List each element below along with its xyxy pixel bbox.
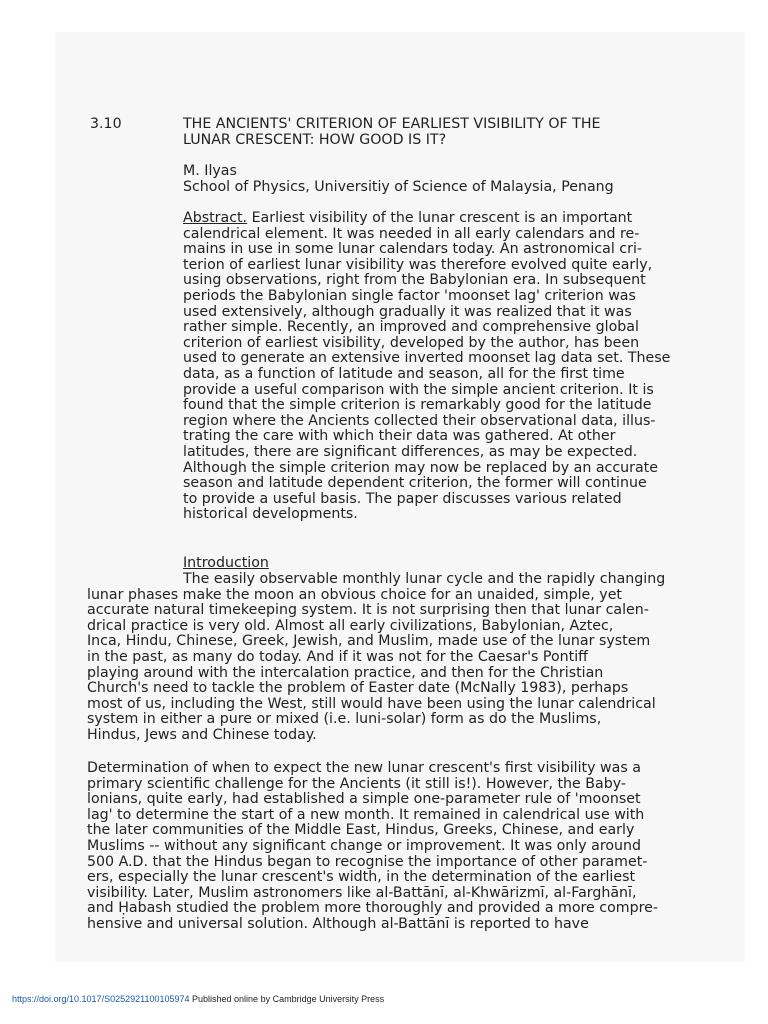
paragraph-line: system in either a pure or mixed (i.e. luni-solar) form as do the Muslims, — [87, 711, 602, 728]
abstract-line: historical developments. — [183, 506, 358, 523]
abstract-line: to provide a useful basis. The paper discusses various related — [183, 490, 622, 507]
paragraph-line: the later communities of the Middle East, Hindus, Greeks, Chinese, and early — [87, 822, 635, 839]
abstract-line: mains in use in some lunar calendars today. An astronomical cri- — [183, 241, 643, 258]
abstract-line: region where the Ancients collected their observational data, illus- — [183, 412, 656, 429]
paragraph-line: Inca, Hindu, Chinese, Greek, Jewish, and Muslim, made use of the lunar system — [87, 633, 651, 650]
paragraph-line: primary scientific challenge for the Ancients (it still is!). However, the Baby- — [87, 775, 626, 792]
paragraph-line: drical practice is very old. Almost all early civilizations, Babylonian, Aztec, — [87, 617, 614, 634]
paragraph-line: most of us, including the West, still would have been using the lunar calendrical — [87, 695, 656, 712]
title-line: THE ANCIENTS' CRITERION OF EARLIEST VISIBILITY OF THE — [183, 116, 601, 132]
paragraph-line: lag' to determine the start of a new month. It remained in calendrical use with — [87, 806, 645, 823]
footer — [12, 994, 384, 1004]
section-number: 3.10 — [90, 116, 122, 132]
title-line: LUNAR CRESCENT: HOW GOOD IS IT? — [183, 131, 447, 148]
abstract-line: Although the simple criterion may now be replaced by an accurate — [183, 459, 658, 476]
paragraph-line: lonians, quite early, had established a simple one-parameter rule of 'moonset — [87, 791, 641, 808]
paragraph-line: and Ḥabash studied the problem more thoroughly and provided a more compre- — [87, 900, 658, 917]
paragraph-line: Hindus, Jews and Chinese today. — [87, 726, 317, 743]
introduction-heading: Introduction — [183, 555, 269, 571]
abstract-line: criterion of earliest visibility, developed by the author, has been — [183, 334, 640, 351]
introduction-paragraph-2 — [87, 761, 658, 933]
author-name: M. Ilyas — [183, 163, 237, 179]
paragraph-line: The easily observable monthly lunar cycle and the rapidly changing — [183, 571, 666, 587]
abstract-line: latitudes, there are significant differences, as may be expected. — [183, 443, 638, 460]
paragraph-line: Determination of when to expect the new lunar crescent's first visibility was a — [87, 760, 641, 776]
abstract-line: provide a useful comparison with the simple ancient criterion. It is — [183, 381, 654, 398]
abstract-line: using observations, right from the Babylonian era. In subsequent — [183, 272, 646, 289]
paragraph-line: hensive and universal solution. Although al-Battānī is reported to have — [87, 915, 589, 932]
abstract-line: data, as a function of latitude and season, all for the first time — [183, 365, 625, 382]
paragraph-line: playing around with the intercalation practice, and then for the Christian — [87, 664, 604, 681]
abstract-line — [183, 211, 670, 227]
paragraph-line: Muslims -- without any significant change or improvement. It was only around — [87, 837, 642, 854]
abstract-line: calendrical element. It was needed in all early calendars and re- — [183, 225, 640, 242]
paragraph-line: Church's need to tackle the problem of Easter date (McNally 1983), perhaps — [87, 680, 629, 697]
paragraph-line: 500 A.D. that the Hindus began to recognise the importance of other paramet- — [87, 853, 648, 870]
abstract-line: periods the Babylonian single factor 'moonset lag' criterion was — [183, 287, 636, 304]
paragraph-line: in the past, as many do today. And if it was not for the Caesar's Pontiff — [87, 648, 588, 665]
abstract-text: Earliest visibility of the lunar crescent is an important — [251, 210, 633, 226]
paragraph-line: accurate natural timekeeping system. It is not surprising then that lunar calen- — [87, 602, 649, 619]
abstract-line: used to generate an extensive inverted moonset lag data set. These — [183, 350, 671, 367]
abstract-line: rather simple. Recently, an improved and comprehensive global — [183, 319, 639, 336]
paragraph-line: ers, especially the lunar crescent's width, in the determination of the earliest — [87, 869, 636, 886]
paper-title — [183, 117, 600, 148]
abstract-line: trating the care with which their data was gathered. At other — [183, 428, 616, 445]
paragraph-line: visibility. Later, Muslim astronomers like al-Battānī, al-Khwārizmī, al-Farghānī, — [87, 884, 637, 901]
doi-link[interactable]: https://doi.org/10.1017/S0252921100105974 — [12, 994, 190, 1004]
abstract-line: season and latitude dependent criterion, the former will continue — [183, 475, 647, 492]
abstract-line: found that the simple criterion is remarkably good for the latitude — [183, 397, 652, 414]
introduction-paragraph-1 — [87, 572, 665, 744]
abstract-label: Abstract. — [183, 210, 248, 226]
paragraph-line: lunar phases make the moon an obvious choice for an unaided, simple, yet — [87, 586, 622, 603]
published-note: Published online by Cambridge University Press — [192, 994, 385, 1004]
author-affiliation: School of Physics, Universitiy of Science of Malaysia, Penang — [183, 178, 614, 195]
abstract — [183, 211, 670, 523]
abstract-line: terion of earliest lunar visibility was therefore evolved quite early, — [183, 256, 653, 273]
author-block — [183, 164, 614, 195]
abstract-line: used extensively, although gradually it was realized that it was — [183, 303, 632, 320]
